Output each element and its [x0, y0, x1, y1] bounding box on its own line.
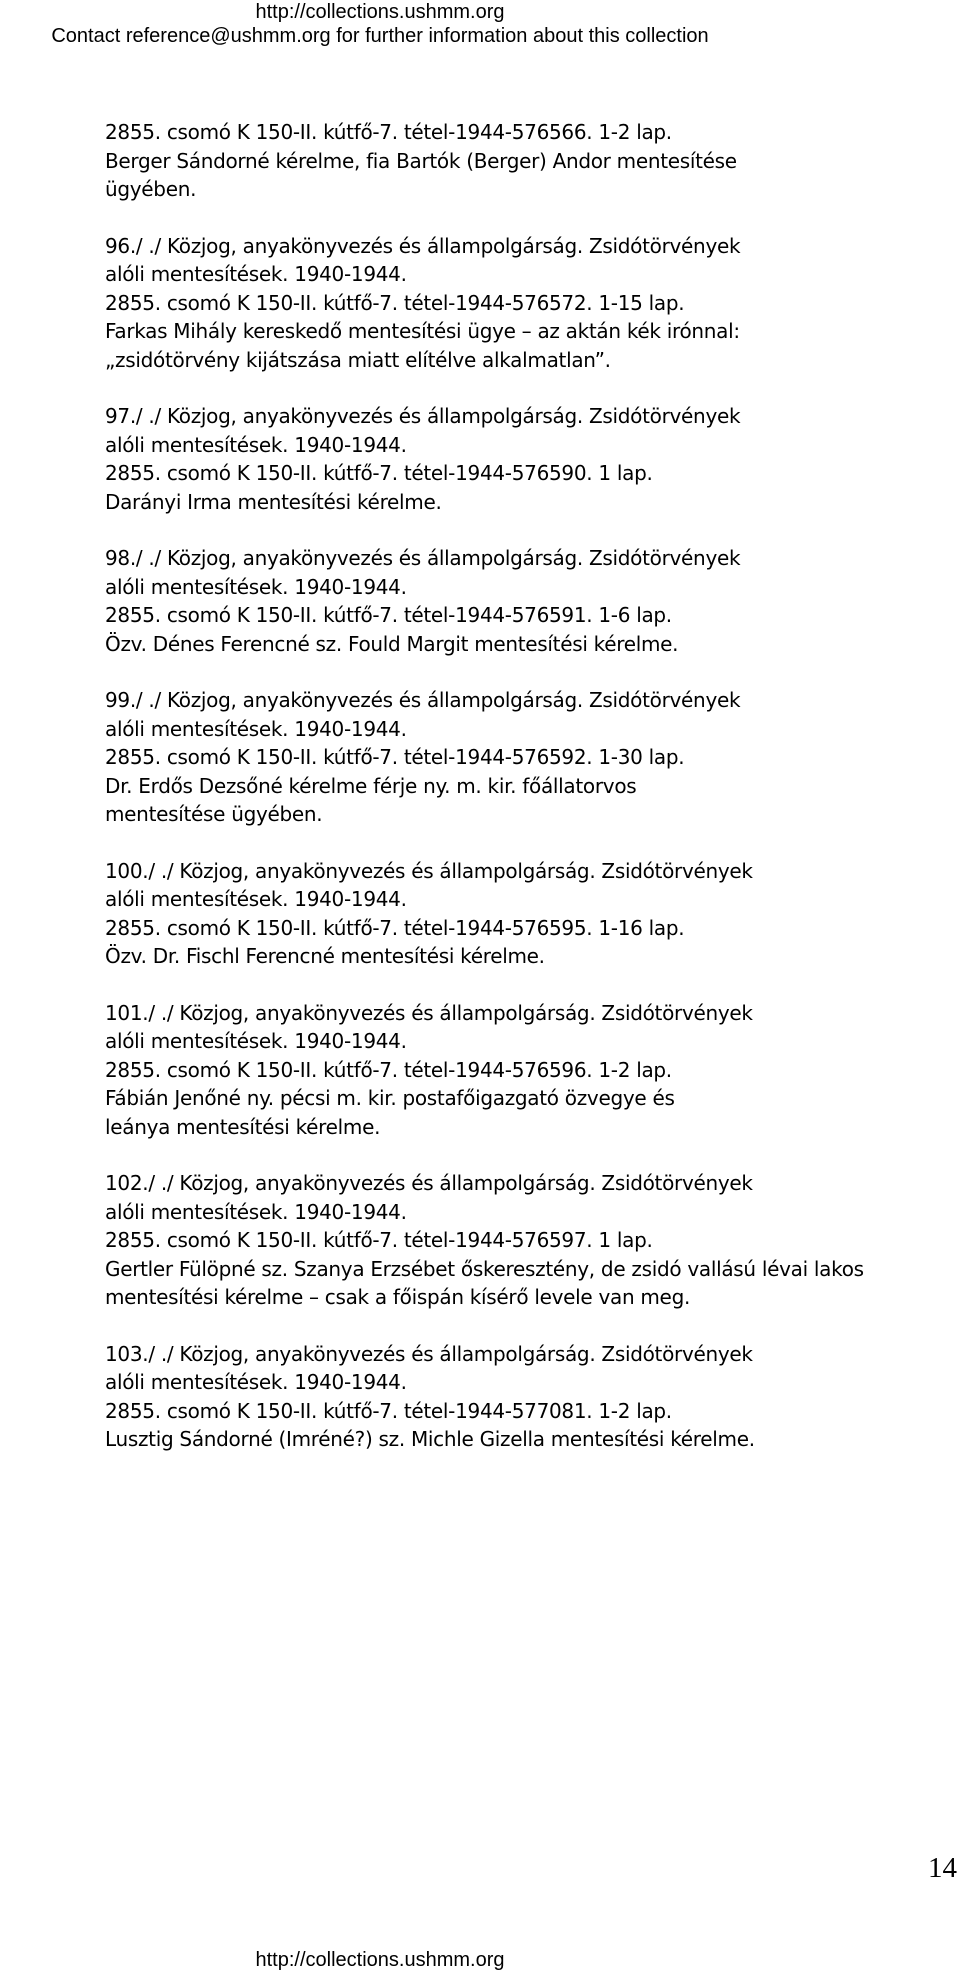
page-number: 14: [928, 1852, 957, 1884]
record-entry: [105, 118, 935, 204]
record-location: 2855. csomó K 150-II. kútfő-7. tétel-1944-576595. 1-16 lap.: [105, 915, 685, 940]
record-entry: [105, 686, 935, 829]
record-location: 2855. csomó K 150-II. kútfő-7. tétel-1944-576596. 1-2 lap.: [105, 1057, 672, 1082]
record-entry: [105, 857, 935, 971]
record-heading: 102./ ./ Közjog, anyakönyvezés és állampolgárság. Zsidótörvények alóli mentesítések. 1940-1944.: [105, 1171, 753, 1224]
header-contact-line: Contact reference@ushmm.org for further information about this collection: [51, 25, 709, 47]
record-description: Farkas Mihály kereskedő mentesítési ügye – az aktán kék irónnal: „zsidótörvény kijátszása miatt elítélve alkalmatlan”.: [105, 319, 740, 372]
record-location: 2855. csomó K 150-II. kútfő-7. tétel-1944-576591. 1-6 lap.: [105, 603, 672, 627]
document-body: [105, 118, 935, 1482]
record-location: 2855. csomó K 150-II. kútfő-7. tétel-1944-577081. 1-2 lap.: [105, 1398, 672, 1423]
record-entry: [105, 1169, 935, 1312]
record-location: 2855. csomó K 150-II. kútfő-7. tétel-1944-576566. 1-2 lap.: [105, 120, 672, 144]
record-heading: 100./ ./ Közjog, anyakönyvezés és állampolgárság. Zsidótörvények alóli mentesítések. 1940-1944.: [105, 858, 753, 911]
record-heading: 96./ ./ Közjog, anyakönyvezés és állampolgárság. Zsidótörvények alóli mentesítések. 1940-1944.: [105, 233, 741, 286]
record-entry: [105, 402, 935, 516]
record-description: Dr. Erdős Dezsőné kérelme férje ny. m. kir. főállatorvos mentesítése ügyében.: [105, 773, 637, 826]
record-location: 2855. csomó K 150-II. kútfő-7. tétel-1944-576592. 1-30 lap.: [105, 745, 685, 769]
header-url: http://collections.ushmm.org: [255, 1, 505, 23]
record-location: 2855. csomó K 150-II. kútfő-7. tétel-1944-576572. 1-15 lap.: [105, 290, 685, 315]
record-heading: 98./ ./ Közjog, anyakönyvezés és állampolgárság. Zsidótörvények alóli mentesítések. 1940-1944.: [105, 546, 741, 599]
record-heading: 101./ ./ Közjog, anyakönyvezés és állampolgárság. Zsidótörvények alóli mentesítések. 1940-1944.: [105, 1000, 753, 1053]
record-location: 2855. csomó K 150-II. kútfő-7. tétel-1944-576590. 1 lap.: [105, 461, 653, 485]
record-description: Fábián Jenőné ny. pécsi m. kir. postafőigazgató özvegye és leánya mentesítési kérelme.: [105, 1086, 675, 1139]
record-heading: 99./ ./ Közjog, anyakönyvezés és állampolgárság. Zsidótörvények alóli mentesítések. 1940-1944.: [105, 688, 741, 741]
record-heading: 103./ ./ Közjog, anyakönyvezés és állampolgárság. Zsidótörvények alóli mentesítések. 1940-1944.: [105, 1341, 753, 1394]
record-description: Berger Sándorné kérelme, fia Bartók (Berger) Andor mentesítése ügyében.: [105, 148, 737, 201]
record-entry: [105, 1340, 935, 1454]
record-heading: 97./ ./ Közjog, anyakönyvezés és állampolgárság. Zsidótörvények alóli mentesítések. 1940-1944.: [105, 404, 741, 457]
record-entry: [105, 232, 935, 375]
record-entry: [105, 999, 935, 1142]
record-description: Özv. Dénes Ferencné sz. Fould Margit mentesítési kérelme.: [105, 631, 679, 656]
record-location: 2855. csomó K 150-II. kútfő-7. tétel-1944-576597. 1 lap.: [105, 1228, 653, 1252]
record-description: Darányi Irma mentesítési kérelme.: [105, 489, 442, 514]
page-header: [0, 0, 760, 48]
record-description: Özv. Dr. Fischl Ferencné mentesítési kérelme.: [105, 944, 545, 968]
footer-url: http://collections.ushmm.org: [255, 1949, 505, 1971]
record-description: Gertler Fülöpné sz. Szanya Erzsébet őskeresztény, de zsidó vallású lévai lakos mentesítési kérelme – csak a főispán kísérő levele van meg.: [105, 1256, 864, 1309]
record-description: Lusztig Sándorné (Imréné?) sz. Michle Gizella mentesítési kérelme.: [105, 1427, 755, 1451]
page-footer: [0, 1948, 760, 1972]
record-entry: [105, 544, 935, 658]
